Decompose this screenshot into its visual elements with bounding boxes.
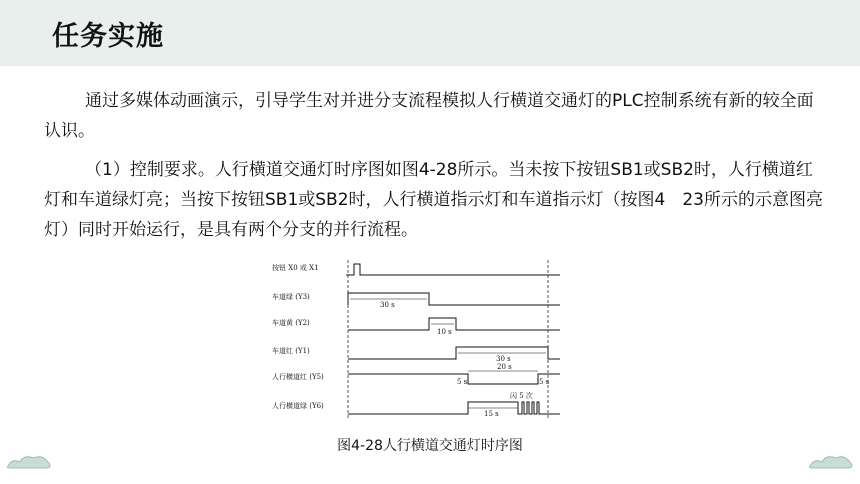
annotation-ped-red-5b: 5 s <box>539 378 550 386</box>
paragraph-requirements: （1）控制要求。人行横道交通灯时序图如图4-28所示。当未按下按钮SB1或SB2时，人行横道红灯和车道绿灯亮；当按下按钮SB1或SB2时，人行横道指示灯和车道指示灯（按图4 23所示的示意图亮灯）同时开始运行，是具有两个分支的并行流程。 <box>44 160 823 240</box>
cloud-decoration-right-icon <box>806 448 856 474</box>
ped-red-waveform <box>348 374 560 384</box>
signal-label-car-green: 车道绿 (Y3) <box>272 293 310 301</box>
annotation-green-30: 30 s <box>380 301 395 309</box>
signal-label-car-yellow: 车道黄 (Y2) <box>272 319 310 327</box>
cloud-decoration-left-icon <box>4 448 54 474</box>
annotation-ped-red-20: 20 s <box>497 363 512 371</box>
figure-caption: 图4-28人行横道交通灯时序图 <box>337 438 523 454</box>
signal-label-button: 按钮 X0 或 X1 <box>272 264 319 272</box>
paragraph-intro: 通过多媒体动画演示，引导学生对并进分支流程模拟人行横道交通灯的PLC控制系统有新的较全面认识。 <box>44 91 814 141</box>
button-waveform <box>346 264 560 275</box>
annotation-red-30: 30 s <box>496 355 511 363</box>
annotation-yellow-10: 10 s <box>437 328 452 336</box>
annotation-ped-green-15: 15 s <box>484 410 499 418</box>
timing-diagram <box>268 258 564 422</box>
signal-label-ped-red: 人行横道红 (Y5) <box>272 373 324 381</box>
signal-label-car-red: 车道红 (Y1) <box>272 347 310 355</box>
ped-green-waveform <box>348 402 560 414</box>
signal-label-ped-green: 人行横道绿 (Y6) <box>272 402 324 410</box>
page-title: 任务实施 <box>52 21 164 52</box>
header-bar <box>0 0 860 66</box>
annotation-ped-red-5a: 5 s <box>457 378 468 386</box>
annotation-flash: 闪 5 次 <box>510 392 533 400</box>
